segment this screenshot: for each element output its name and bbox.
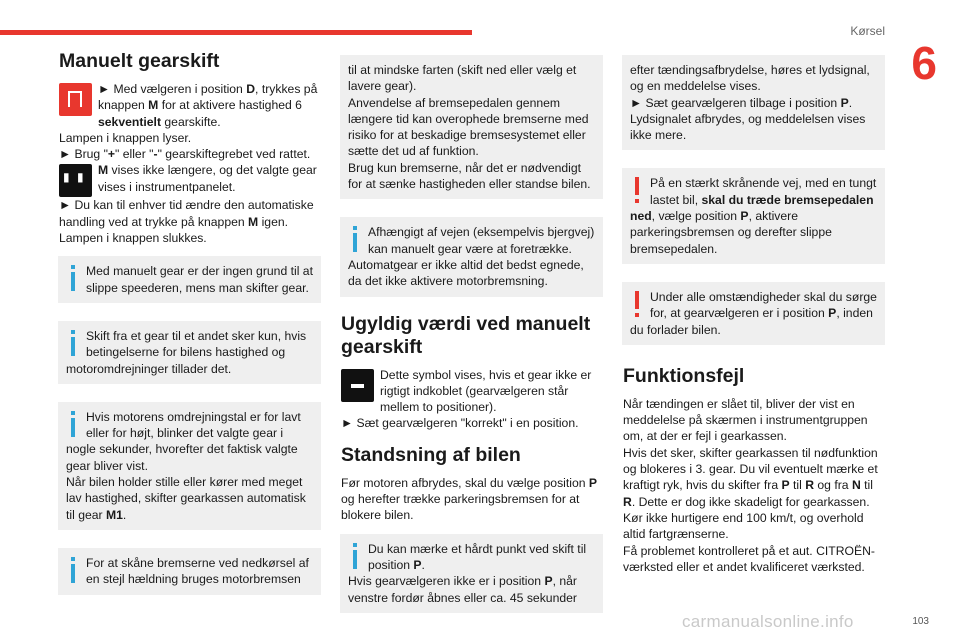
column-2 [341, 55, 603, 613]
info-icon [348, 226, 362, 256]
heading-manual-gearshift: Manuelt gearskift [59, 50, 220, 72]
paragraph: ► Sæt gearvælgeren "korrekt" i en position. [341, 416, 579, 431]
info-box: Du kan mærke et hårdt punkt ved skift til position P. Hvis gearvælgeren ikke er i position P, når venstre fordør åbnes eller ca. 45 sekunder [340, 534, 603, 613]
paragraph: Lampen i knappen lyser. [59, 130, 192, 145]
heading-malfunction: Funktionsfejl [623, 364, 745, 387]
page-number: 103 [912, 616, 929, 627]
info-box: Afhængigt af vejen (eksempelvis bjergvej) kan manuelt gear være at foretrække. Automatgear er ikke altid det bedst egnede, da det ikke aktivere motorbremsning. [340, 217, 603, 296]
warning-box: På en stærkt skrånende vej, med en tungt lastet bil, skal du træde bremsepedalen ned, vælge position P, aktivere parkeringsbremsen og derefter slippe bremsepedalen. [622, 168, 885, 263]
paragraph: Hvis det sker, skifter gearkassen til nødfunktion og blokeres i 3. gear. Du vil eventuelt mærke et kraftigt ryk, hvis du skifter fra P til R og fra N til R. Dette er dog ikke skadeligt for gearkassen. [623, 445, 878, 509]
info-box: For at skåne bremserne ved nedkørsel af en stejl hældning bruges motorbremsen [58, 548, 321, 595]
info-icon [66, 265, 80, 295]
info-box: Hvis motorens omdrejningstal er for lavt eller for højt, blinker det valgte gear i nogle sekunder, hvorefter det faktisk valgte gear bliver vist. Når bilen holder stille eller kører med meget lav hastighed, skifter gearkassen automatisk til gear M1. [58, 402, 321, 530]
paragraph: Dette symbol vises, hvis et gear ikke er rigtigt indkoblet (gearvælgeren står mellem to positioner). [380, 367, 592, 415]
column-1 [59, 50, 321, 595]
paragraph: Når tændingen er slået til, bliver der vist en meddelelse på skærmen i instrumentgruppen om, at der er fejl i gearkassen. [623, 396, 868, 444]
invalid-gear-icon [341, 369, 374, 402]
info-icon [66, 557, 80, 587]
info-box: Med manuelt gear er der ingen grund til at slippe speederen, mens man skifter gear. [58, 256, 321, 303]
paragraph: ► Du kan til enhver tid ændre den automatiske handling ved at trykke på knappen M igen. [59, 198, 314, 229]
paragraph: Før motoren afbrydes, skal du vælge position P og herefter trække parkeringsbremsen for at blokere bilen. [341, 475, 598, 523]
paragraph: Lampen i knappen slukkes. [59, 231, 207, 246]
warning-icon [630, 177, 644, 207]
info-icon [66, 411, 80, 441]
warning-box: Under alle omstændigheder skal du sørge for, at gearvælgeren er i position P, inden du forlader bilen. [622, 282, 885, 345]
warning-icon [630, 291, 644, 321]
paragraph: M vises ikke længere, og det valgte gear vises i instrumentpanelet. [98, 163, 317, 194]
column-3 [623, 55, 885, 575]
info-box-continued: til at mindske farten (skift ned eller vælg et lavere gear). Anvendelse af bremsepedalen gennem længere tid kan overophede bremserne med risiko for at beskadige bremsesystemet eller sætte det ud af funktion. Brug kun bremserne, når det er nødvendigt for at sænke hastigheden eller standse bilen. [340, 55, 603, 199]
m-button-icon [59, 83, 92, 116]
paragraph: Kør ikke hurtigere end 100 km/t, og overhold altid fartgrænserne. [623, 510, 864, 542]
heading-invalid-value: Ugyldig værdi ved manuelt gearskift [341, 312, 591, 358]
info-box-continued: efter tændingsafbrydelse, høres et lydsignal, og en meddelelse vises. ► Sæt gearvælgeren tilbage i position P. Lydsignalet afbrydes, og meddelelsen vises ikke mere. [622, 55, 885, 150]
paragraph: ► Med vælgeren i position D, trykkes på knappen M for at aktivere hastighed 6 sekventielt gearskifte. [98, 82, 318, 129]
gear-display-icon [59, 164, 92, 197]
info-box: Skift fra et gear til et andet sker kun, hvis betingelserne for bilens hastighed og motoromdrejninger tillader det. [58, 321, 321, 384]
heading-stopping: Standsning af bilen [341, 443, 521, 466]
info-icon [66, 330, 80, 360]
paragraph: ► Brug "+" eller "-" gearskiftegrebet ved rattet. [59, 147, 311, 162]
header-accent-bar [0, 30, 472, 35]
info-icon [348, 543, 362, 573]
paragraph: Få problemet kontrolleret på et aut. CITROËN-værksted eller et andet kvalificeret værksted. [623, 543, 875, 574]
watermark: carmanualsonline.info [682, 612, 854, 631]
chapter-number: 6 [911, 37, 937, 89]
section-label: Kørsel [850, 24, 885, 38]
